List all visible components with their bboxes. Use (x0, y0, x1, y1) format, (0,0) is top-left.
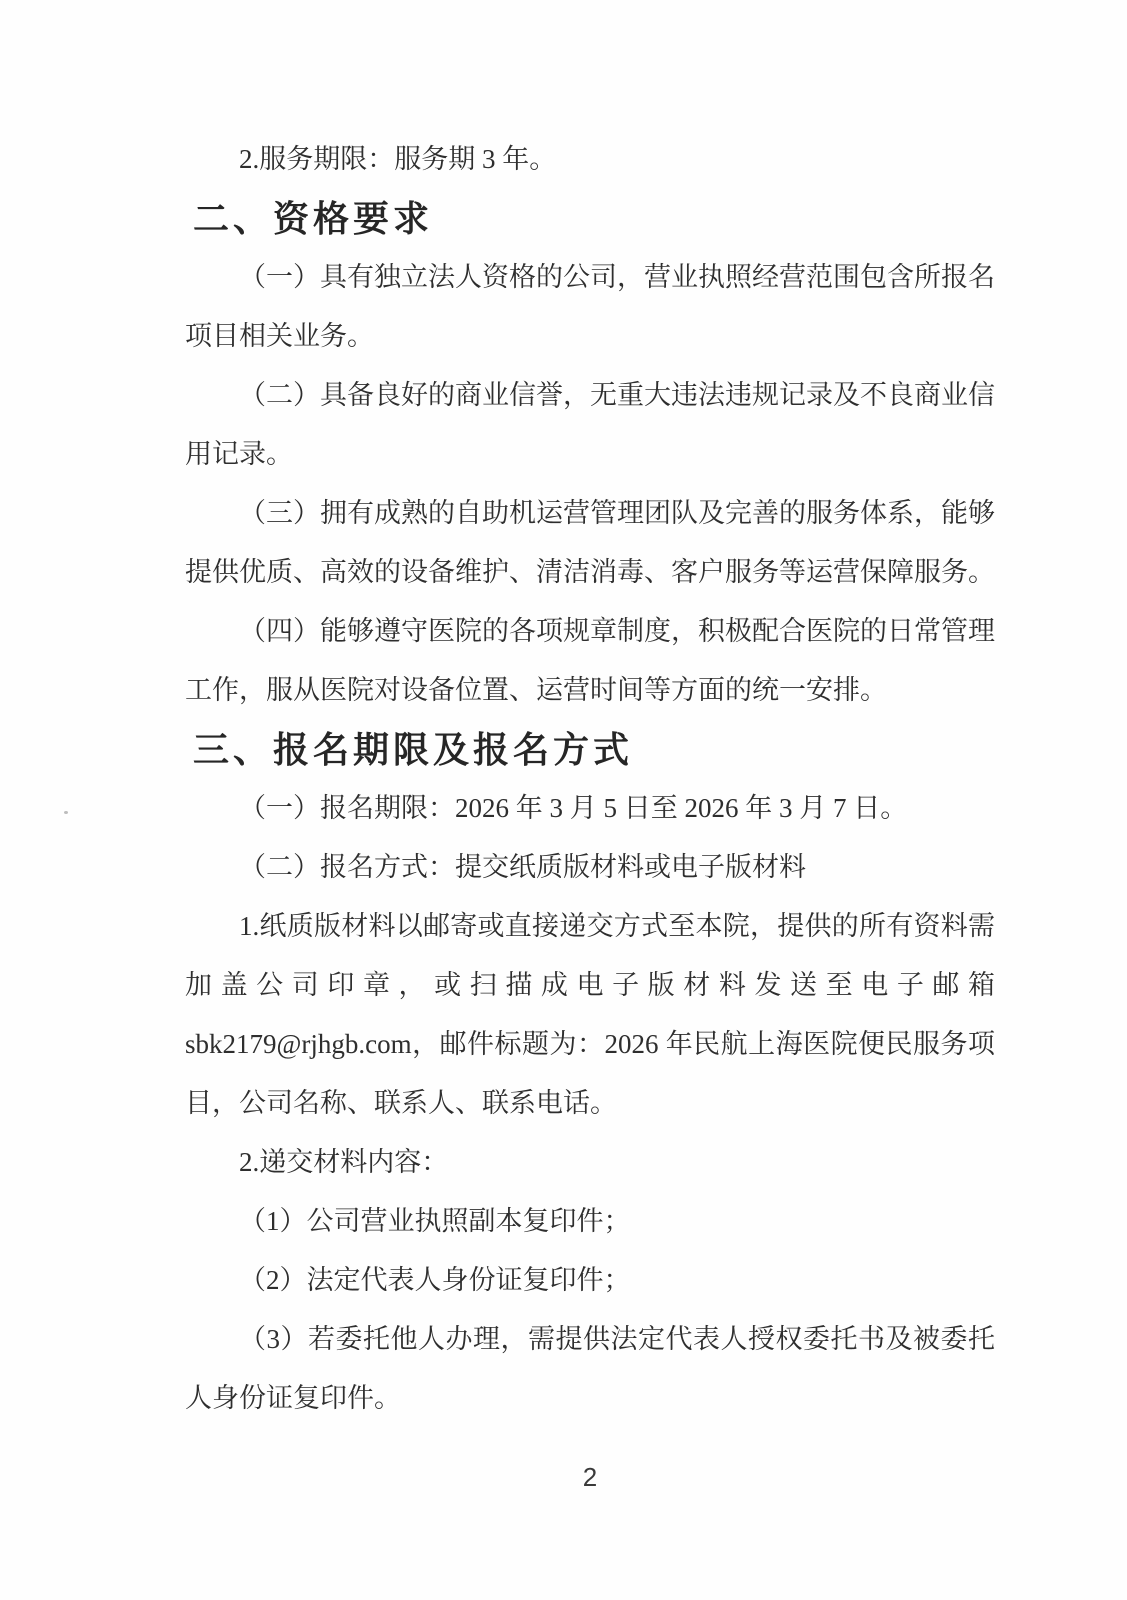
document-line: 用记录。 (185, 439, 293, 469)
section-heading: 二、资格要求 (193, 198, 434, 239)
section-heading: 三、报名期限及报名方式 (193, 729, 634, 770)
document-line: （一）具有独立法人资格的公司，营业执照经营范围包含所报名 (239, 262, 995, 292)
document-line: （二）具备良好的商业信誉，无重大违法违规记录及不良商业信 (239, 380, 995, 410)
document-line: 2.递交材料内容： (239, 1147, 449, 1177)
document-line: 1.纸质版材料以邮寄或直接递交方式至本院，提供的所有资料需 (239, 911, 995, 941)
document-line: 人身份证复印件。 (185, 1383, 401, 1413)
document-line: （二）报名方式：提交纸质版材料或电子版材料 (239, 852, 806, 882)
document-content (185, 130, 995, 1428)
document-line: 提供优质、高效的设备维护、清洁消毒、客户服务等运营保障服务。 (185, 557, 995, 587)
document-line: （一）报名期限：2026 年 3 月 5 日至 2026 年 3 月 7 日。 (239, 793, 908, 823)
document-line: 2.服务期限：服务期 3 年。 (239, 144, 557, 174)
document-line: （1）公司营业执照副本复印件； (239, 1206, 631, 1236)
scan-speck (64, 811, 68, 814)
document-line: （四）能够遵守医院的各项规章制度，积极配合医院的日常管理 (239, 616, 995, 646)
document-line: 项目相关业务。 (185, 321, 374, 351)
page-number: 2 (582, 1462, 598, 1492)
document-line: sbk2179@rjhgb.com，邮件标题为：2026 年民航上海医院便民服务项 (185, 1029, 995, 1059)
document-line: 目，公司名称、联系人、联系电话。 (185, 1088, 617, 1118)
document-line: 加盖公司印章，或扫描成电子版材料发送至电子邮箱 (185, 970, 995, 1000)
document-line: （2）法定代表人身份证复印件； (239, 1265, 631, 1295)
document-line: （3）若委托他人办理，需提供法定代表人授权委托书及被委托 (239, 1324, 995, 1354)
document-line: （三）拥有成熟的自助机运营管理团队及完善的服务体系，能够 (239, 498, 995, 528)
document-line: 工作，服从医院对设备位置、运营时间等方面的统一安排。 (185, 675, 887, 705)
